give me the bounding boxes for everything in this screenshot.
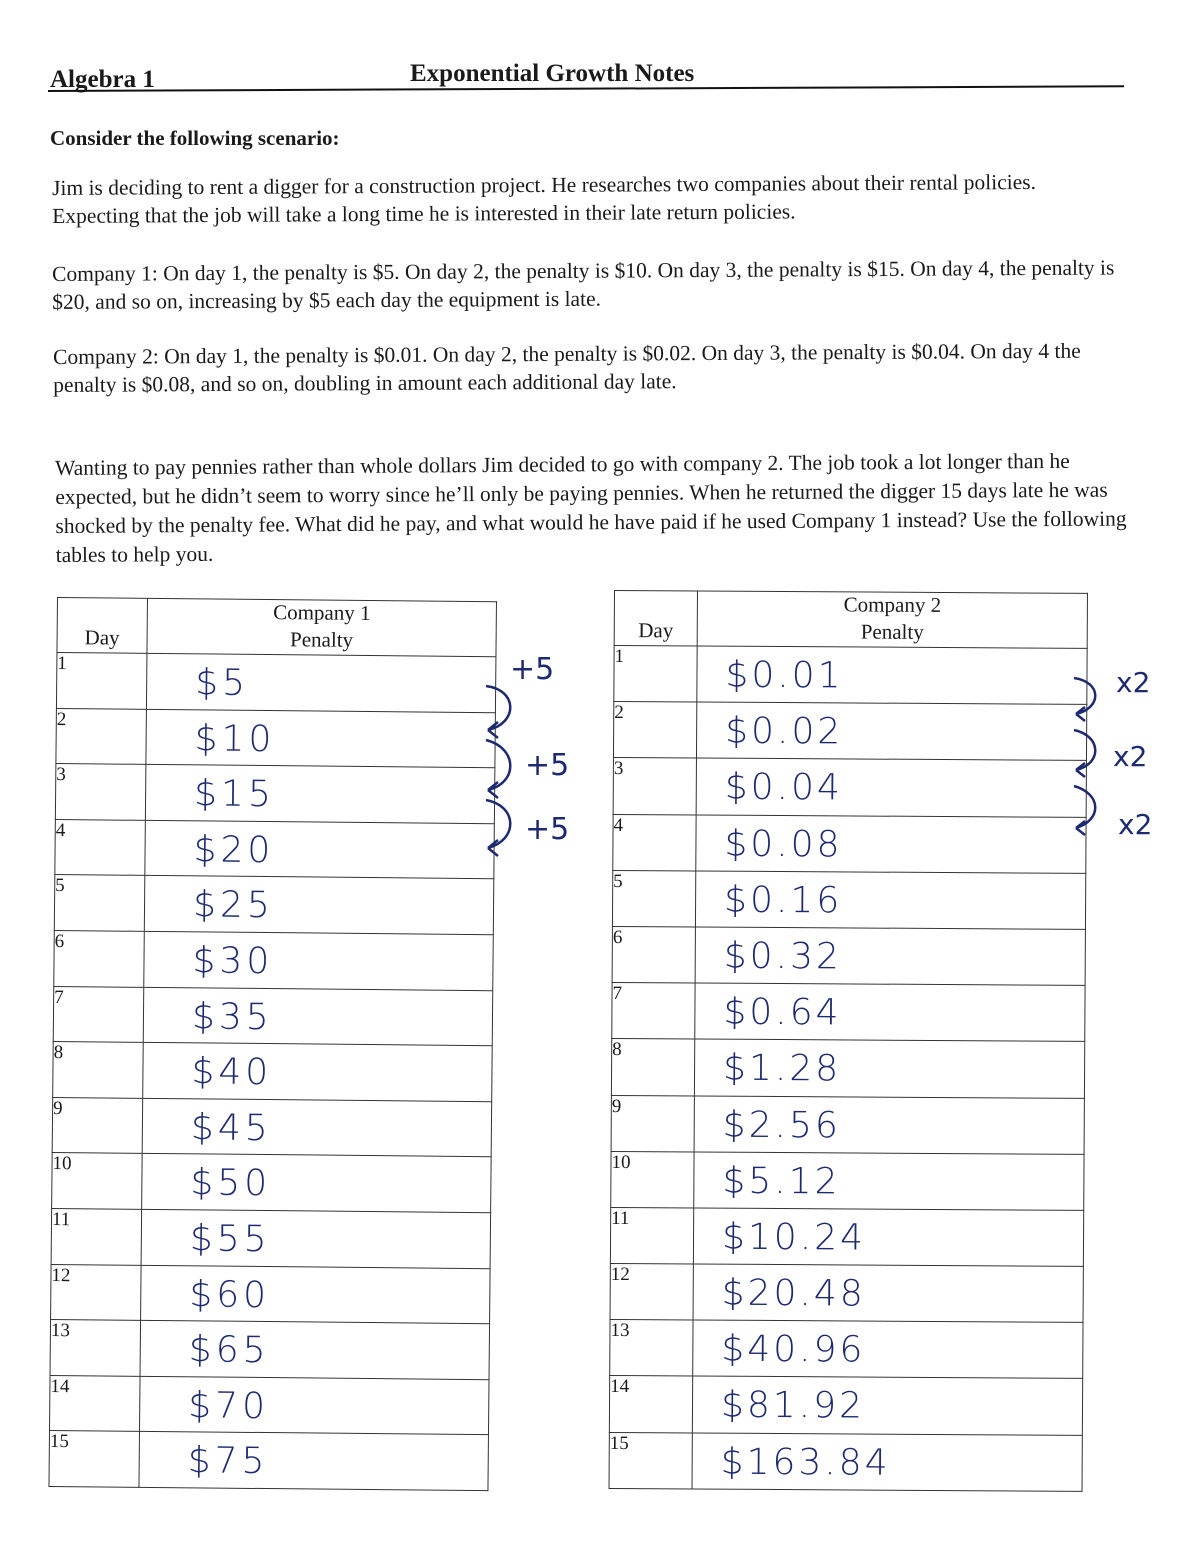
handwritten-penalty: $0.64	[723, 991, 842, 1034]
paragraph-question: Wanting to pay pennies rather than whole dollars Jim decided to go with company 2. The job took a lot longer than he expected, but he didn’t seem to worry since he’ll only be paying pennies. When he returned the digger 15 days late he was shocked by the penalty fee. What did he pay, and what would he have paid if he used Company 1 instead? Use the following tables to help you.	[55, 448, 1127, 567]
day-cell: 14	[49, 1375, 140, 1431]
handwritten-penalty: $0.01	[725, 654, 844, 697]
table-row	[53, 1042, 493, 1102]
day-cell: 12	[51, 1264, 142, 1320]
annotation-times-2: x2	[1113, 740, 1148, 773]
table-row	[56, 653, 496, 713]
day-cell: 15	[49, 1431, 140, 1487]
penalty-cell	[141, 1265, 491, 1324]
annotation-times-2: x2	[1118, 808, 1153, 841]
day-cell: 7	[53, 986, 144, 1042]
table-row	[610, 1320, 1083, 1379]
penalty-cell	[696, 815, 1086, 874]
handwritten-penalty: $25	[192, 884, 274, 927]
day-cell: 4	[613, 814, 696, 871]
handwritten-penalty: $20.48	[721, 1272, 866, 1315]
penalty-cell	[695, 983, 1085, 1042]
company-2-rows	[609, 646, 1087, 1492]
annotation-times-2: x2	[1116, 666, 1151, 699]
table-row	[612, 926, 1085, 985]
day-cell: 2	[613, 702, 696, 759]
table-row	[55, 819, 495, 879]
handwritten-penalty: $5	[194, 662, 250, 704]
penalty-cell	[140, 1320, 490, 1379]
table-row	[51, 1208, 491, 1268]
page-title: Exponential Growth Notes	[410, 60, 695, 87]
penalty-cell	[146, 653, 496, 712]
annotation-plus-5: +5	[510, 652, 555, 687]
company-1-table	[48, 597, 497, 1491]
penalty-cell	[143, 987, 493, 1046]
table-row	[50, 1320, 490, 1380]
penalty-cell	[145, 765, 495, 824]
annotation-plus-5: +5	[525, 748, 570, 783]
table-row	[614, 646, 1087, 705]
day-cell: 11	[51, 1208, 142, 1264]
handwritten-penalty: $20	[193, 829, 275, 871]
handwritten-penalty: $1.28	[722, 1047, 842, 1090]
company-1-rows	[49, 653, 496, 1491]
day-cell: 6	[612, 926, 695, 983]
day-cell: 9	[52, 1097, 143, 1153]
handwritten-penalty: $163.84	[720, 1441, 891, 1484]
day-cell: 13	[50, 1320, 141, 1376]
handwritten-penalty: $40	[191, 1051, 273, 1094]
penalty-column-label: Penalty	[289, 627, 354, 652]
handwritten-penalty: $0.16	[723, 879, 843, 922]
table-row	[613, 702, 1086, 761]
handwritten-penalty: $75	[187, 1440, 269, 1483]
table-row	[611, 1151, 1084, 1210]
handwritten-penalty: $60	[189, 1273, 271, 1316]
handwritten-penalty: $30	[192, 940, 274, 983]
penalty-cell	[694, 1039, 1084, 1098]
day-cell: 1	[56, 653, 147, 709]
course-name: Algebra 1	[50, 66, 155, 93]
day-cell: 9	[611, 1095, 694, 1152]
penalty-cell	[693, 1264, 1083, 1323]
table-row	[611, 1095, 1084, 1154]
handwritten-penalty: $0.08	[724, 823, 843, 865]
handwritten-penalty: $10	[194, 717, 276, 760]
table-row	[56, 708, 496, 768]
penalty-cell	[697, 646, 1087, 705]
day-column-label: Day	[638, 618, 674, 643]
penalty-cell	[694, 1096, 1084, 1155]
handwritten-penalty: $50	[190, 1162, 272, 1205]
table-row	[613, 814, 1086, 873]
table-row	[49, 1431, 489, 1491]
table-caption: Company 1	[273, 600, 371, 626]
table-row	[54, 875, 494, 935]
day-cell: 15	[609, 1432, 692, 1489]
penalty-cell	[693, 1208, 1083, 1267]
paragraph-company-1: Company 1: On day 1, the penalty is $5. On day 2, the penalty is $10. On day 3, the penalty is $15. On day 4, the penalty is $20, and so on, increasing by $5 each day the equipment is late.	[52, 255, 1115, 314]
handwritten-penalty: $65	[188, 1329, 270, 1372]
table-row	[612, 983, 1085, 1042]
table-row	[613, 758, 1086, 817]
handwritten-penalty: $45	[190, 1107, 272, 1149]
table-caption: Company 2	[843, 592, 942, 617]
penalty-cell	[146, 709, 496, 768]
table-row	[55, 764, 495, 824]
penalty-cell	[694, 1152, 1084, 1211]
day-cell: 4	[55, 819, 146, 875]
day-cell: 7	[612, 983, 695, 1040]
penalty-cell	[696, 702, 1086, 761]
day-column-label: Day	[84, 625, 120, 650]
day-cell: 12	[610, 1264, 693, 1321]
handwritten-penalty: $0.32	[723, 935, 842, 978]
table-row	[609, 1432, 1082, 1491]
day-cell: 8	[611, 1039, 694, 1096]
handwritten-penalty: $55	[189, 1218, 271, 1261]
penalty-cell	[696, 758, 1086, 817]
table-row	[51, 1264, 491, 1324]
penalty-cell	[139, 1432, 489, 1491]
table-row	[52, 1097, 492, 1157]
table-header-day	[614, 591, 697, 647]
handwritten-penalty: $0.04	[724, 767, 843, 809]
penalty-cell	[692, 1376, 1082, 1435]
table-header-day	[57, 598, 148, 654]
day-cell: 3	[613, 758, 696, 815]
day-cell: 10	[52, 1153, 143, 1209]
handwritten-penalty: $5.12	[722, 1160, 841, 1203]
handwritten-penalty: $35	[191, 995, 273, 1038]
penalty-cell	[144, 931, 494, 990]
paragraph-scenario: Jim is deciding to rent a digger for a construction project. He researches two companies about their rental policies. Expecting that the job will take a long time he is interested in their late return policies.	[52, 169, 1037, 228]
handwritten-penalty: $15	[193, 773, 276, 816]
table-row	[52, 1153, 492, 1213]
table-row	[612, 870, 1085, 929]
handwritten-penalty: $40.96	[721, 1328, 866, 1371]
day-cell: 11	[610, 1207, 693, 1264]
table-row	[54, 930, 494, 990]
table-row	[611, 1039, 1084, 1098]
paragraph-company-2: Company 2: On day 1, the penalty is $0.01. On day 2, the penalty is $0.02. On day 3, the penalty is $0.04. On day 4 the penalty is $0.08, and so on, doubling in amount each additional day late.	[53, 338, 1081, 397]
table-row	[49, 1375, 489, 1435]
penalty-cell	[695, 871, 1085, 930]
penalty-cell	[145, 820, 495, 879]
table-row	[53, 986, 493, 1046]
handwritten-penalty: $81.92	[720, 1385, 866, 1427]
day-cell: 14	[609, 1376, 692, 1433]
penalty-cell	[142, 1154, 492, 1213]
day-cell: 2	[56, 708, 147, 764]
table-row	[610, 1207, 1083, 1266]
day-cell: 6	[54, 930, 145, 986]
penalty-cell	[143, 1043, 493, 1102]
handwritten-penalty: $10.24	[721, 1216, 867, 1259]
scenario-heading: Consider the following scenario:	[50, 126, 340, 150]
handwritten-penalty: $70	[188, 1385, 270, 1427]
table-row	[609, 1376, 1082, 1435]
company-2-table	[609, 590, 1088, 1492]
table-header-penalty	[697, 591, 1087, 648]
handwritten-penalty: $2.56	[722, 1104, 841, 1146]
annotation-plus-5: +5	[525, 812, 570, 847]
penalty-cell	[144, 876, 494, 935]
penalty-cell	[142, 1098, 492, 1157]
table-header-penalty	[147, 598, 497, 656]
day-cell: 3	[55, 764, 146, 820]
day-cell: 8	[53, 1042, 144, 1098]
day-cell: 13	[610, 1320, 693, 1377]
day-cell: 1	[614, 646, 697, 703]
penalty-cell	[695, 927, 1085, 986]
day-cell: 5	[54, 875, 145, 931]
penalty-column-label: Penalty	[860, 619, 924, 644]
penalty-cell	[692, 1433, 1082, 1492]
table-row	[610, 1264, 1083, 1323]
penalty-cell	[141, 1209, 491, 1268]
penalty-cell	[139, 1376, 489, 1435]
day-cell: 5	[612, 870, 695, 927]
handwritten-penalty: $0.02	[725, 710, 844, 753]
penalty-cell	[693, 1320, 1083, 1379]
day-cell: 10	[611, 1151, 694, 1208]
